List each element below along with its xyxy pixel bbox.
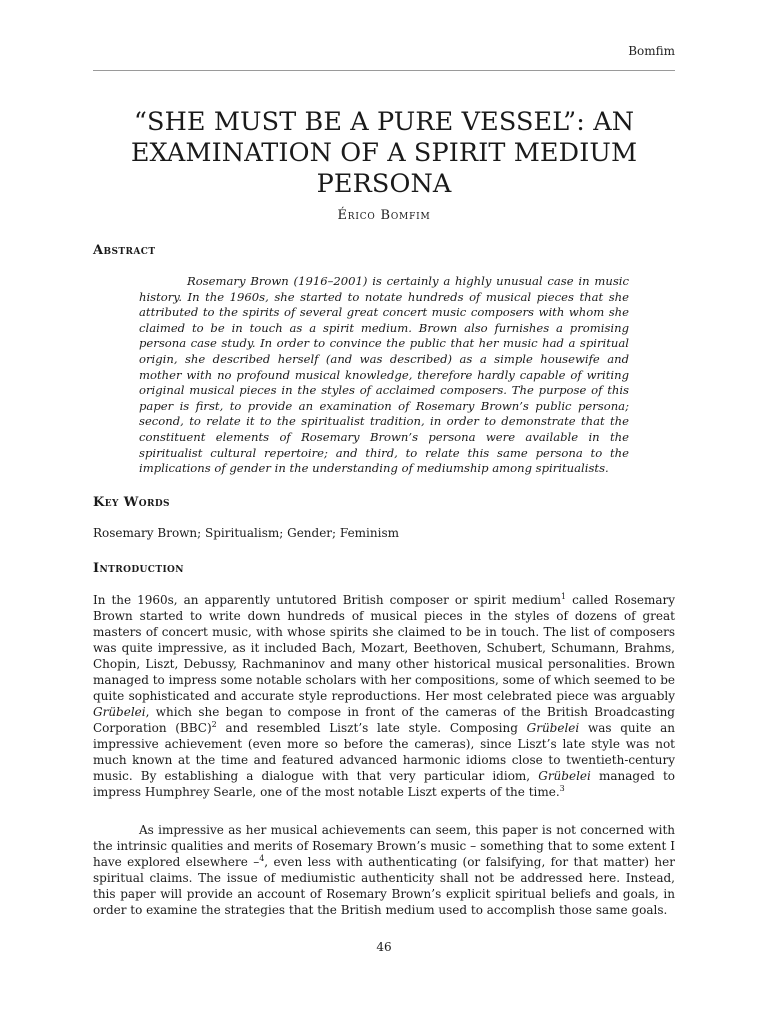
abstract-text: Rosemary Brown (1916–2001) is certainly a highly unusual case in music history. In the 1960s, she started to notate hundreds of musical pieces that she attributed to the spirits of several great concert music composers with whom she claimed to be in touch as a spirit medium. Brown also furnishes a promising persona case study. In order to convince the public that her music had a spiritual origin, she described herself (and was described) as a simple housewife and mother with no profound musical knowledge, therefore hardly capable of writing original musical pieces in the styles of acclaimed composers. The purpose of this paper is first, to provide an examination of Rosemary Brown’s public persona; second, to relate it to the spiritualist tradition, in order to demonstrate that the constituent elements of Rosemary Brown’s persona were available in the spiritualist cultural repertoire; and third, to relate this same persona to the implications of gender in the understanding of mediumship among spiritualists.: [139, 274, 629, 476]
work-title: Grübelei: [93, 705, 146, 719]
author-name: Érico Bomfim: [337, 208, 431, 223]
paper-title: “SHE MUST BE A PURE VESSEL”: AN EXAMINATION OF A SPIRIT MEDIUM PERSONA: [130, 107, 638, 200]
footnote-ref-4[interactable]: 4: [259, 854, 265, 863]
keywords-heading: Key Words: [93, 495, 170, 510]
intro-paragraph-2: As impressive as her musical achievements can seem, this paper is not concerned with the intrinsic qualities and merits of Rosemary Brown’s music – something that to some extent I have explored elsewhere –$^4$, even less with authenticating (or falsifying, for that matter) her spiritual claims. The issue of mediumistic authenticity shall not be addressed here. Instead, this paper will provide an account of Rosemary Brown’s explicit spiritual beliefs and goals, in order to examine the strategies that the British medium used to accomplish those same goals.: [93, 823, 675, 917]
header-rule: [93, 70, 675, 71]
paper-page: [93, 0, 675, 1024]
footnote-ref-1[interactable]: 1: [561, 592, 567, 601]
introduction-heading: Introduction: [93, 561, 184, 576]
work-title: Grübelei: [538, 769, 591, 783]
footnote-ref-3[interactable]: 3: [559, 784, 565, 793]
abstract-heading: Abstract: [93, 243, 156, 258]
intro-paragraph-1: In the 1960s, an apparently untutored British composer or spirit medium$^1$ called Rosemary Brown started to write down hundreds of musical pieces in the styles of dozens of great masters of concert music, with whose spirits she claimed to be in touch. The list of composers was quite impressive, as it included Bach, Mozart, Beethoven, Schubert, Schumann, Brahms, Chopin, Liszt, Debussy, Rachmaninov and many other historical musical personalities. Brown managed to impress some notable scholars with her compositions, some of which seemed to be quite sophisticated and accurate style reproductions. Her most celebrated piece was arguably Grübelei, which she began to compose in front of the cameras of the British Broadcasting Corporation (BBC)$^2$ and resembled Liszt’s late style. Composing Grübelei was quite an impressive achievement (even more so before the cameras), since Liszt’s late style was not much known at the time and featured advanced harmonic idioms close to twentieth-century music. By establishing a dialogue with that very particular idiom, Grübelei managed to impress Humphrey Searle, one of the most notable Liszt experts of the time.$^3$: [93, 592, 676, 799]
page-number: 46: [376, 940, 392, 954]
keywords-text: Rosemary Brown; Spiritualism; Gender; Feminism: [93, 526, 399, 540]
work-title: Grübelei: [526, 721, 580, 735]
footnote-ref-2[interactable]: 2: [211, 720, 217, 729]
running-head: Bomfim: [628, 44, 675, 58]
